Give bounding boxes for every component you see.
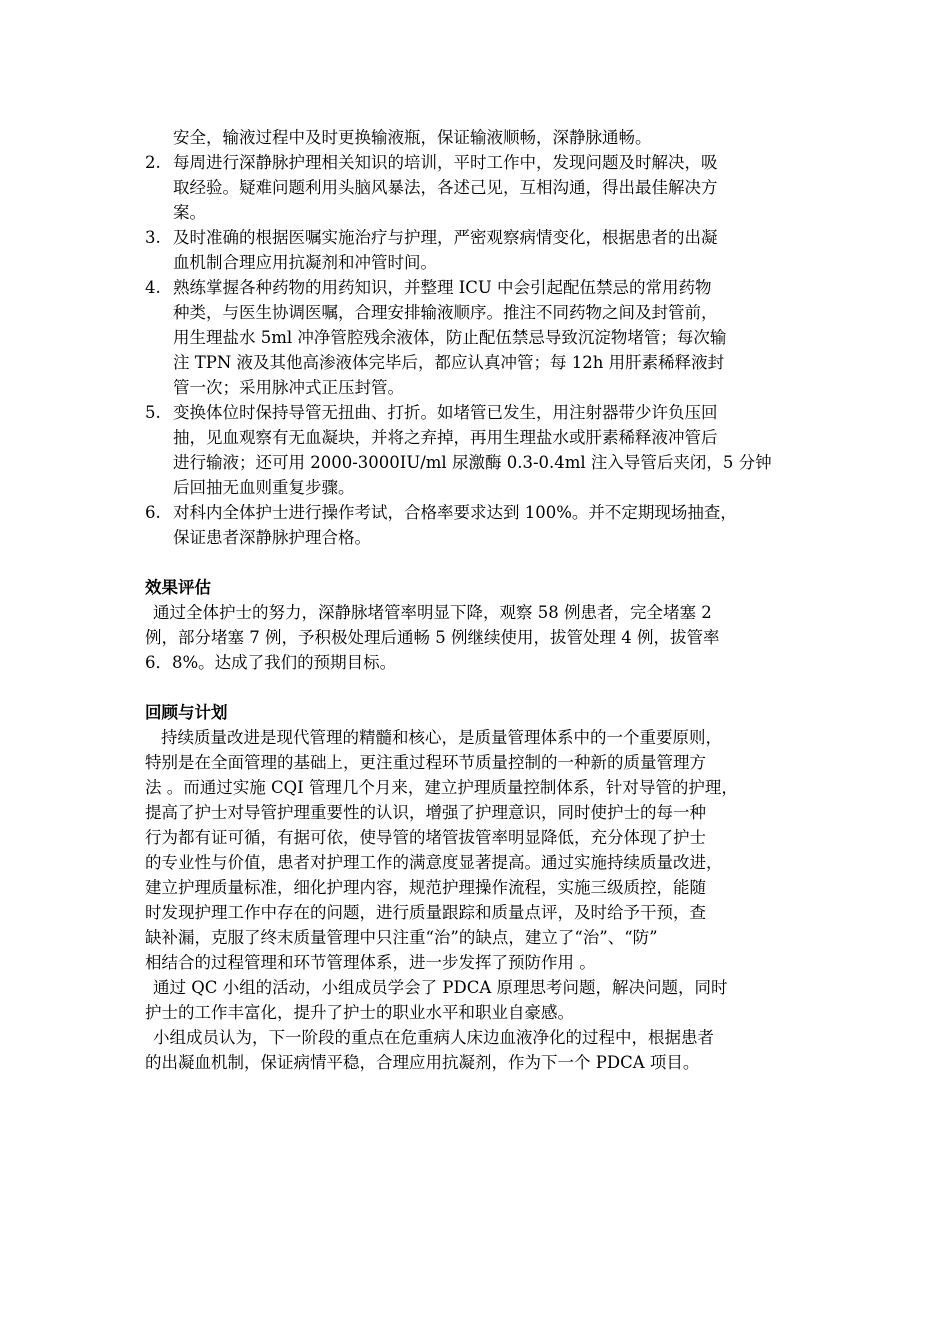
- evaluation-text: 通过全体护士的努力，深静脉堵管率明显下降，观察 58 例患者，完全堵塞 2: [153, 603, 712, 622]
- review-paragraph-line: 通过 QC 小组的活动，小组成员学会了 PDCA 原理思考问题，解决问题，同时: [153, 978, 728, 997]
- list-item-text: 及时准确的根据医嘱实施治疗与护理，严密观察病情变化，根据患者的出凝: [173, 228, 718, 247]
- review-paragraph-line: 的专业性与价值，患者对护理工作的满意度显著提高。通过实施持续质量改进，: [145, 853, 723, 872]
- list-item-text: 用生理盐水 5ml 冲净管腔残余液体，防止配伍禁忌导致沉淀物堵管；每次输: [173, 328, 727, 347]
- review-paragraph-line: 提高了护士对导管护理重要性的认识，增强了护理意识，同时使护士的每一种: [145, 803, 706, 822]
- list-item-text: 案。: [173, 203, 206, 222]
- list-item-number: 2.: [145, 153, 161, 172]
- list-item-text: 后回抽无血则重复步骤。: [173, 478, 355, 497]
- list-item-number: 5.: [145, 403, 161, 422]
- list-item-number: 3.: [145, 228, 161, 247]
- list-item-text: 熟练掌握各种药物的用药知识，并整理 ICU 中会引起配伍禁忌的常用药物: [173, 278, 712, 297]
- evaluation-text: 例，部分堵塞 7 例，予积极处理后通畅 5 例继续使用，拔管处理 4 例，拔管率: [145, 628, 720, 647]
- list-item-text: 抽，见血观察有无血凝块，并将之弃掉，再用生理盐水或肝素稀释液冲管后: [173, 428, 718, 447]
- review-paragraph-line: 缺补漏，克服了终末质量管理中只注重“治”的缺点，建立了“治”、“防”: [145, 928, 658, 947]
- list-item-text: 进行输液；还可用 2000-3000IU/ml 尿激酶 0.3-0.4ml 注入导管后夹闭，5 分钟: [173, 453, 772, 472]
- review-paragraph-line: 持续质量改进是现代管理的精髓和核心，是质量管理体系中的一个重要原则，: [161, 728, 722, 747]
- list-item-number: 6.: [145, 503, 161, 522]
- list-item-text: 种类，与医生协调医嘱，合理安排输液顺序。推注不同药物之间及封管前，: [173, 303, 718, 322]
- review-paragraph-line: 特别是在全面管理的基础上，更注重过程环节质量控制的一种新的质量管理方: [145, 753, 706, 772]
- review-paragraph-line: 建立护理质量标准，细化护理内容，规范护理操作流程，实施三级质控，能随: [145, 878, 706, 897]
- review-paragraph-line: 护士的工作丰富化，提升了护士的职业水平和职业自豪感。: [145, 1003, 574, 1022]
- list-item-text: 取经验。疑难问题利用头脑风暴法，各述己见，互相沟通，得出最佳解决方: [173, 178, 718, 197]
- list-item-text: 注 TPN 液及其他高渗液体完毕后，都应认真冲管；每 12h 用肝素稀释液封: [173, 353, 725, 372]
- review-paragraph-line: 的出凝血机制，保证病情平稳，合理应用抗凝剂，作为下一个 PDCA 项目。: [145, 1053, 700, 1072]
- list-item-text: 对科内全体护士进行操作考试，合格率要求达到 100%。并不定期现场抽查，: [173, 503, 737, 522]
- review-paragraph-line: 相结合的过程管理和环节管理体系，进一步发挥了预防作用 。: [145, 953, 596, 972]
- evaluation-text: 6．8%。达成了我们的预期目标。: [145, 653, 397, 672]
- section-heading-review: 回顾与计划: [145, 703, 228, 722]
- list-item-text: 血机制合理应用抗凝剂和冲管时间。: [173, 253, 437, 272]
- section-heading-evaluation: 效果评估: [145, 578, 211, 597]
- review-paragraph-line: 行为都有证可循，有据可依，使导管的堵管拔管率明显降低，充分体现了护士: [145, 828, 706, 847]
- review-paragraph-line: 时发现护理工作中存在的问题，进行质量跟踪和质量点评，及时给予干预，查: [145, 903, 706, 922]
- list-item-text: 每周进行深静脉护理相关知识的培训，平时工作中，发现问题及时解决，吸: [173, 153, 718, 172]
- list-item-number: 4.: [145, 278, 161, 297]
- list-item-text: 管一次；采用脉冲式正压封管。: [173, 378, 404, 397]
- list-continuation: 安全，输液过程中及时更换输液瓶，保证输液顺畅，深静脉通畅。: [173, 128, 652, 147]
- review-paragraph-line: 小组成员认为，下一阶段的重点在危重病人床边血液净化的过程中，根据患者: [153, 1028, 714, 1047]
- list-item-text: 保证患者深静脉护理合格。: [173, 528, 371, 547]
- review-paragraph-line: 法 。而通过实施 CQI 管理几个月来，建立护理质量控制体系，针对导管的护理，: [145, 778, 738, 797]
- list-item-text: 变换体位时保持导管无扭曲、打折。如堵管已发生，用注射器带少许负压回: [173, 403, 718, 422]
